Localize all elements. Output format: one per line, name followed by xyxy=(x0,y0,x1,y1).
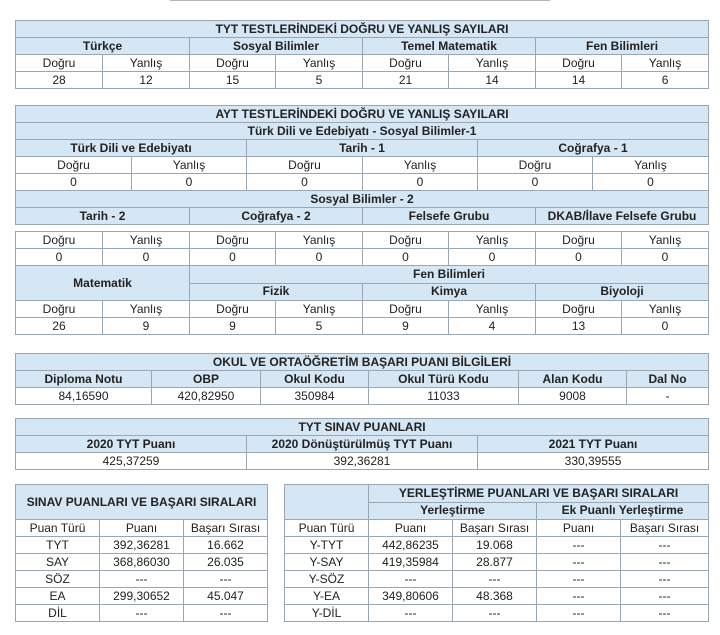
yer-cell: --- xyxy=(537,537,621,554)
tyt-counts-title: TYT TESTLERİNDEKİ DOĞRU VE YANLIŞ SAYILARI xyxy=(16,21,709,38)
sinav-cell: 45.047 xyxy=(184,588,268,605)
value-cell: 9 xyxy=(103,318,190,335)
yer-header: Başarı Sırası xyxy=(621,520,709,537)
okul-header: Okul Kodu xyxy=(261,371,369,388)
value-cell: 0 xyxy=(478,174,593,191)
sinav-cell: 26.035 xyxy=(184,554,268,571)
ayt-counts-table xyxy=(15,105,709,225)
sinav-cell: DİL xyxy=(16,605,100,622)
yer-cell: Y-EA xyxy=(285,588,369,605)
section-biyoloji: Biyoloji xyxy=(536,283,709,301)
table-gap xyxy=(268,485,285,622)
okul-header: Diploma Notu xyxy=(16,371,152,388)
value-cell: 14 xyxy=(449,72,536,89)
section-tarih-2: Tarih - 2 xyxy=(16,208,190,225)
tyt-puan-value: 392,36281 xyxy=(247,453,478,470)
okul-value: 350984 xyxy=(261,388,369,405)
dogru-label: Doğru xyxy=(16,301,103,318)
sinav-header: Puan Türü xyxy=(16,520,100,537)
tyt-counts-table xyxy=(15,20,709,89)
okul-header: Alan Kodu xyxy=(519,371,627,388)
tyt-puan-header: 2021 TYT Puanı xyxy=(478,436,709,453)
dogru-label: Doğru xyxy=(190,301,276,318)
sinav-cell: EA xyxy=(16,588,100,605)
section-matematik: Matematik xyxy=(16,266,190,301)
tyt-puan-header: 2020 TYT Puanı xyxy=(16,436,247,453)
value-cell: 0 xyxy=(16,174,132,191)
yer-header: Başarı Sırası xyxy=(453,520,537,537)
value-cell: 0 xyxy=(449,249,536,266)
dogru-label: Doğru xyxy=(536,55,622,72)
sinav-cell: 368,86030 xyxy=(100,554,184,571)
top-divider xyxy=(170,0,550,1)
yanlis-label: Yanlış xyxy=(276,55,363,72)
value-cell: 0 xyxy=(363,174,478,191)
yanlis-label: Yanlış xyxy=(363,157,478,174)
sinav-header: Puanı xyxy=(100,520,184,537)
tyt-puan-header: 2020 Dönüştürülmüş TYT Puanı xyxy=(247,436,478,453)
value-cell: 4 xyxy=(449,318,536,335)
yanlis-label: Yanlış xyxy=(622,301,709,318)
yanlis-label: Yanlış xyxy=(449,232,536,249)
yanlis-label: Yanlış xyxy=(449,55,536,72)
ayt-counts-table-lower xyxy=(15,231,709,335)
yer-cell: --- xyxy=(621,588,709,605)
value-cell: 6 xyxy=(622,72,709,89)
sinav-cell: SÖZ xyxy=(16,571,100,588)
value-cell: 0 xyxy=(276,249,363,266)
section-sosyal: Sosyal Bilimler xyxy=(190,38,363,55)
value-cell: 5 xyxy=(276,318,363,335)
yer-header: Puan Türü xyxy=(285,520,369,537)
dogru-label: Doğru xyxy=(363,55,449,72)
section-temel-matematik: Temel Matematik xyxy=(363,38,536,55)
value-cell: 0 xyxy=(16,249,103,266)
yanlis-label: Yanlış xyxy=(132,157,247,174)
sinav-cell: 299,30652 xyxy=(100,588,184,605)
dogru-label: Doğru xyxy=(16,232,103,249)
yer-cell: 442,86235 xyxy=(369,537,453,554)
value-cell: 12 xyxy=(103,72,190,89)
section-kimya: Kimya xyxy=(363,283,536,301)
dogru-label: Doğru xyxy=(363,232,449,249)
yer-cell: 28.877 xyxy=(453,554,537,571)
sinav-header: Başarı Sırası xyxy=(184,520,268,537)
section-felsefe: Felsefe Grubu xyxy=(363,208,536,225)
dogru-label: Doğru xyxy=(363,301,449,318)
value-cell: 0 xyxy=(247,174,363,191)
value-cell: 9 xyxy=(190,318,276,335)
yer-cell: --- xyxy=(369,605,453,622)
value-cell: 13 xyxy=(536,318,622,335)
okul-table xyxy=(15,353,709,405)
group1-title: Türk Dili ve Edebiyatı - Sosyal Bilimler-1 xyxy=(16,123,709,140)
sinav-cell: TYT xyxy=(16,537,100,554)
yanlis-label: Yanlış xyxy=(449,301,536,318)
yer-cell: 419,35984 xyxy=(369,554,453,571)
sinav-cell: 392,36281 xyxy=(100,537,184,554)
fen-title: Fen Bilimleri xyxy=(190,266,709,284)
yer-cell: Y-DİL xyxy=(285,605,369,622)
ayt-counts-title: AYT TESTLERİNDEKİ DOĞRU VE YANLIŞ SAYILARI xyxy=(16,106,709,123)
section-turk-dili: Türk Dili ve Edebiyatı xyxy=(16,140,247,157)
section-cografya-2: Coğrafya - 2 xyxy=(190,208,363,225)
section-cografya-1: Coğrafya - 1 xyxy=(478,140,709,157)
okul-header: Dal No xyxy=(627,371,709,388)
sinav-cell: SAY xyxy=(16,554,100,571)
yanlis-label: Yanlış xyxy=(622,55,709,72)
yanlis-label: Yanlış xyxy=(622,232,709,249)
dogru-label: Doğru xyxy=(478,157,593,174)
dogru-label: Doğru xyxy=(190,232,276,249)
okul-value: 420,82950 xyxy=(152,388,261,405)
yer-cell: --- xyxy=(453,605,537,622)
dogru-label: Doğru xyxy=(247,157,363,174)
tyt-puan-value: 330,39555 xyxy=(478,453,709,470)
dogru-label: Doğru xyxy=(190,55,276,72)
yanlis-label: Yanlış xyxy=(593,157,709,174)
yanlis-label: Yanlış xyxy=(276,301,363,318)
yer-cell: --- xyxy=(621,537,709,554)
yer-cell: 349,80606 xyxy=(369,588,453,605)
value-cell: 0 xyxy=(190,249,276,266)
value-cell: 5 xyxy=(276,72,363,89)
yer-cell: --- xyxy=(537,605,621,622)
yerlestirme-sub: Yerleştirme xyxy=(369,502,537,520)
value-cell: 0 xyxy=(132,174,247,191)
okul-header: Okul Türü Kodu xyxy=(369,371,519,388)
yer-cell: Y-TYT xyxy=(285,537,369,554)
value-cell: 0 xyxy=(622,249,709,266)
group2-title: Sosyal Bilimler - 2 xyxy=(16,191,709,208)
okul-title: OKUL VE ORTAÖĞRETİM BAŞARI PUANI BİLGİLERİ xyxy=(16,354,709,371)
value-cell: 26 xyxy=(16,318,103,335)
dogru-label: Doğru xyxy=(16,55,103,72)
yer-cell: Y-SÖZ xyxy=(285,571,369,588)
tyt-puan-table xyxy=(15,418,709,470)
dogru-label: Doğru xyxy=(536,301,622,318)
sinav-cell: --- xyxy=(184,571,268,588)
dogru-label: Doğru xyxy=(536,232,622,249)
sinav-title: SINAV PUANLARI VE BAŞARI SIRALARI xyxy=(16,485,268,520)
value-cell: 0 xyxy=(363,249,449,266)
yer-cell: --- xyxy=(621,554,709,571)
value-cell: 0 xyxy=(622,318,709,335)
yer-cell: --- xyxy=(453,571,537,588)
yer-cell: --- xyxy=(537,554,621,571)
yer-cell: --- xyxy=(621,605,709,622)
section-turkce: Türkçe xyxy=(16,38,190,55)
value-cell: 9 xyxy=(363,318,449,335)
value-cell: 14 xyxy=(536,72,622,89)
value-cell: 0 xyxy=(593,174,709,191)
value-cell: 0 xyxy=(536,249,622,266)
yer-cell: --- xyxy=(621,571,709,588)
value-cell: 21 xyxy=(363,72,449,89)
section-tarih-1: Tarih - 1 xyxy=(247,140,478,157)
value-cell: 15 xyxy=(190,72,276,89)
okul-value: 9008 xyxy=(519,388,627,405)
tyt-puan-value: 425,37259 xyxy=(16,453,247,470)
yanlis-label: Yanlış xyxy=(103,55,190,72)
yerlestirme-title: YERLEŞTİRME PUANLARI VE BAŞARI SIRALARI xyxy=(369,485,709,503)
yer-header: Puanı xyxy=(537,520,621,537)
sinav-cell: --- xyxy=(100,571,184,588)
ek-puanli-sub: Ek Puanlı Yerleştirme xyxy=(537,502,709,520)
tyt-puan-title: TYT SINAV PUANLARI xyxy=(16,419,709,436)
section-fen: Fen Bilimleri xyxy=(536,38,709,55)
yer-cell: --- xyxy=(537,588,621,605)
sinav-cell: --- xyxy=(184,605,268,622)
yanlis-label: Yanlış xyxy=(103,232,190,249)
value-cell: 0 xyxy=(103,249,190,266)
okul-value: - xyxy=(627,388,709,405)
okul-value: 84,16590 xyxy=(16,388,152,405)
section-fizik: Fizik xyxy=(190,283,363,301)
okul-value: 11033 xyxy=(369,388,519,405)
yer-cell: 48.368 xyxy=(453,588,537,605)
yer-header: Puanı xyxy=(369,520,453,537)
dogru-label: Doğru xyxy=(16,157,132,174)
value-cell: 28 xyxy=(16,72,103,89)
okul-header: OBP xyxy=(152,371,261,388)
yer-cell: --- xyxy=(369,571,453,588)
sinav-cell: --- xyxy=(100,605,184,622)
yer-cell: 19.068 xyxy=(453,537,537,554)
yanlis-label: Yanlış xyxy=(103,301,190,318)
section-dkab: DKAB/İlave Felsefe Grubu xyxy=(536,208,709,225)
yer-empty-header xyxy=(285,485,369,520)
yanlis-label: Yanlış xyxy=(276,232,363,249)
puan-siralari-table xyxy=(15,484,709,622)
yer-cell: --- xyxy=(537,571,621,588)
sinav-cell: 16.662 xyxy=(184,537,268,554)
yer-cell: Y-SAY xyxy=(285,554,369,571)
